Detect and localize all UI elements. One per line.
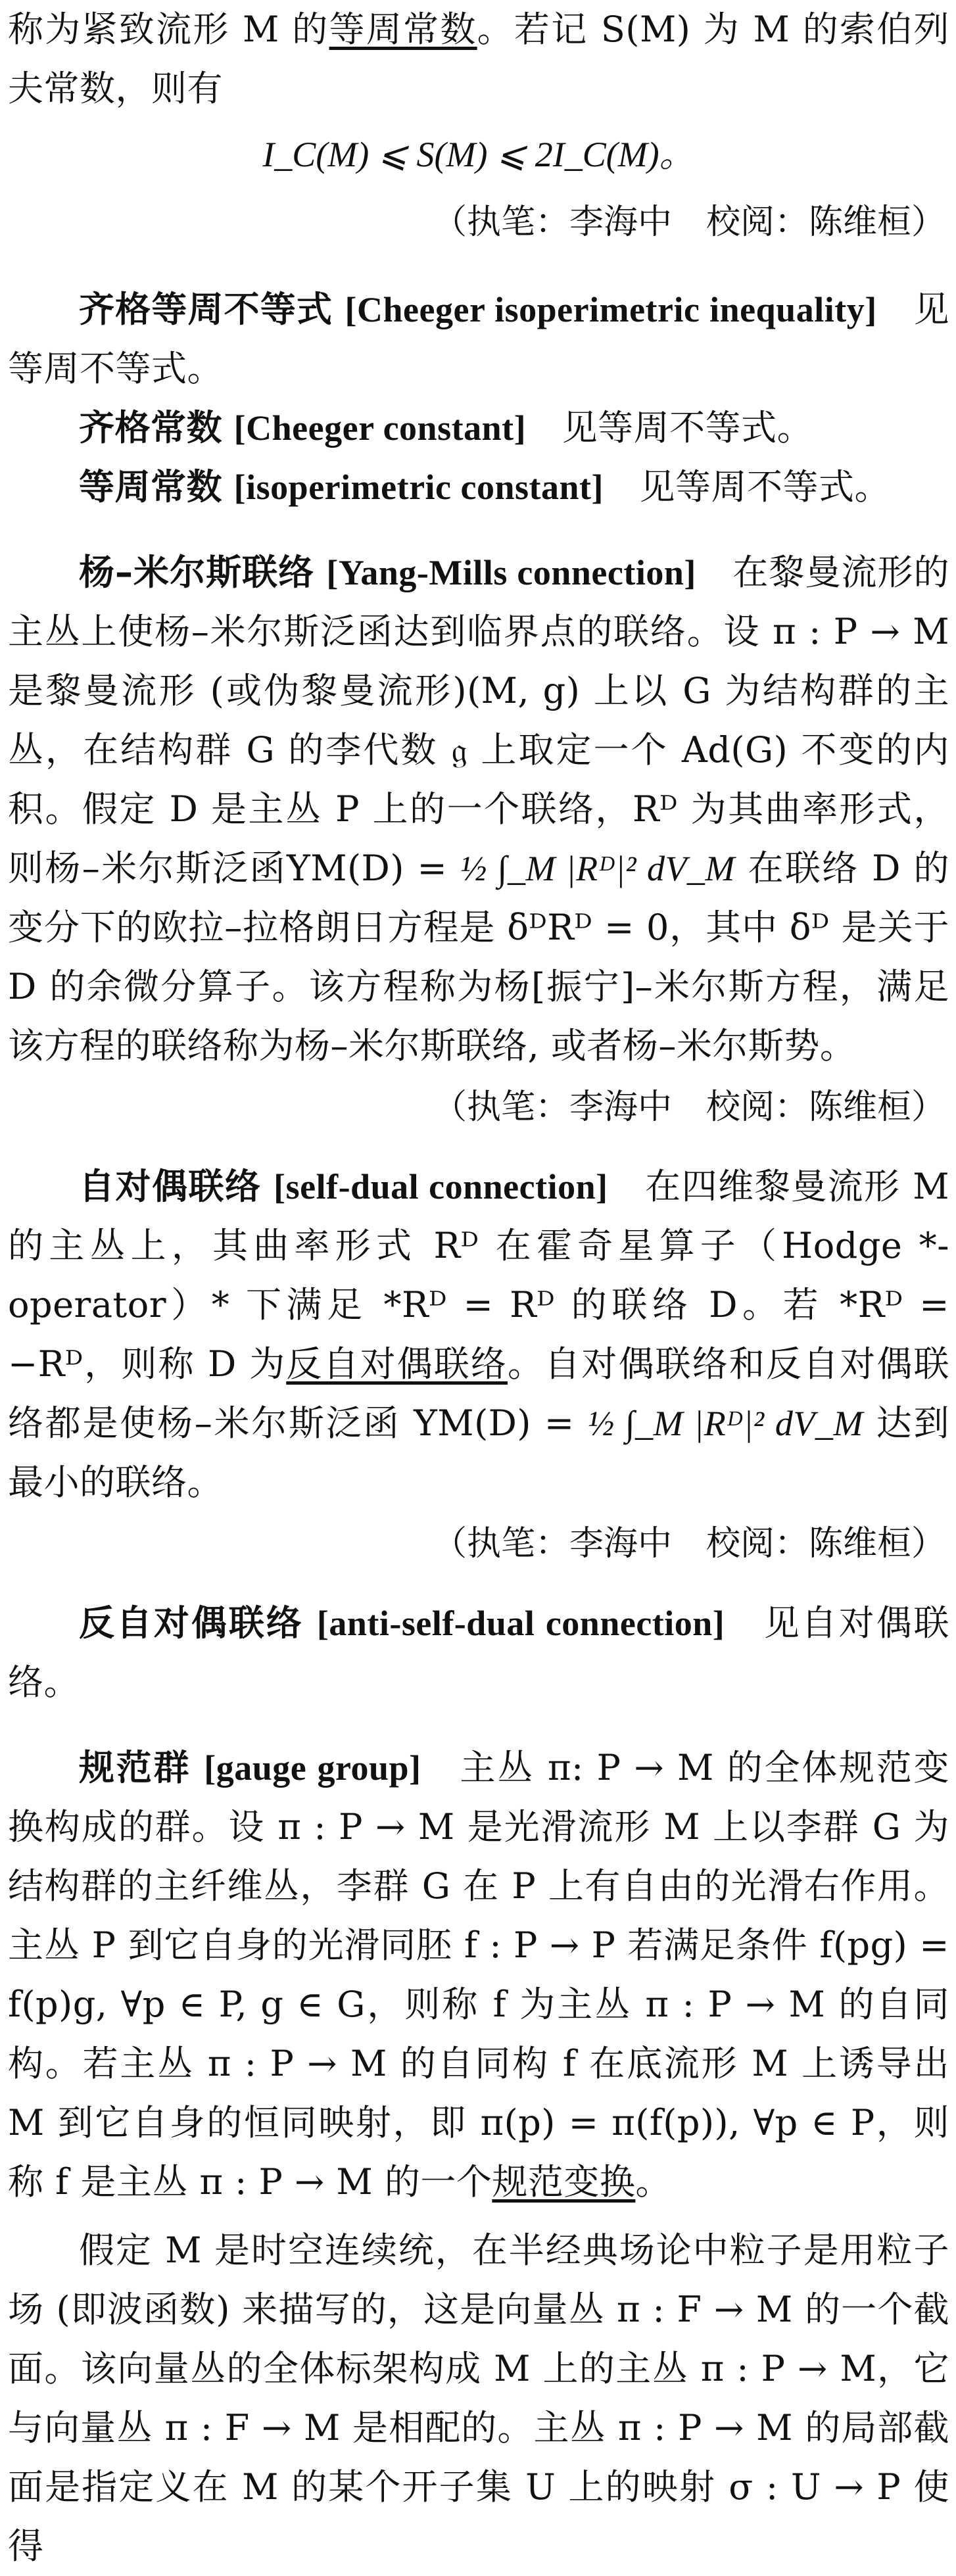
entry-body: 见等周不等式。 [604,466,891,508]
entry-title: 反自对偶联络 [79,1602,304,1644]
entry-isoperimetric-constant [8,458,949,517]
entry-title: 自对偶联络 [79,1166,262,1207]
entry-body: 见自对偶联络。 [8,1602,950,1703]
entry-title: 规范群 [79,1747,191,1788]
entry-english: [Cheeger constant] [233,408,527,448]
entry-body: 。自对偶联络和反自对偶联络都是使杨–米尔斯泛函 YM(D) = [8,1343,950,1444]
text: 。若记 S(M) 为 M 的索伯列夫常数，则有 [8,9,950,109]
credit-line: （执笔：李海中 校阅：陈维桓） [432,203,945,242]
entry-body: 主丛 π: P → M 的全体规范变换构成的群。设 π : P → M 是光滑流形 M 上以李群 G 为结构群的主纤维丛，李群 G 在 P 上有自由的光滑右作用。主丛 P 到它自身的光滑同胚 f : P → P 若满足条件 f(pg) = f(p)g, ∀p ∈ P, g ∈ G，则称 f 为主丛 π : P → M 的自同构。若主丛 π : P → M 的自同构 f 在底流形 M 上诱导出 M 到它自身的恒同映射，即 π(p) = π(f(p)), ∀p ∈ P，则称 f 是主丛 π : P → M 的一个 [8,1747,949,2203]
entry-anti-self-dual [8,1594,949,1712]
entry-body: 。 [635,2161,671,2203]
entry-english: [self-dual connection] [274,1167,608,1206]
term-underlined: 反自对偶联络 [286,1343,508,1385]
entry-title: 齐格等周不等式 [79,289,333,330]
entry-body: 在四维黎曼流形 M 的主丛上，其曲率形式 Rᴰ 在霍奇星算子（Hodge *-operator）* 下满足 *Rᴰ = Rᴰ 的联络 D。若 *Rᴰ = −Rᴰ，则称 D 为 [8,1166,950,1385]
entry-cheeger-inequality [8,280,949,398]
entry-body: 见等周不等式。 [526,407,813,448]
integral-expression: ½ ∫_M |Rᴰ|² dV_M [460,849,735,888]
entry-body: 在黎曼流形的主丛上使杨–米尔斯泛函达到临界点的联络。设 π : P → M 是黎曼流形 (或伪黎曼流形)(M, g) 上以 G 为结构群的主丛，在结构群 G 的李代数 𝔤 上取定一个 Ad(G) 不变的内积。假定 D 是主丛 P 上的一个联络，Rᴰ 为其曲率形式，则杨–米尔斯泛函YM(D) = [8,552,950,889]
entry-yang-mills [8,543,949,1076]
credit-line: （执笔：李海中 校阅：陈维桓） [432,1087,945,1127]
integral-expression: ½ ∫_M |Rᴰ|² dV_M [587,1404,863,1443]
entry-english: [gauge group] [204,1748,421,1788]
entry-body: 见等周不等式。 [8,289,950,389]
entry-title: 杨–米尔斯联络 [79,552,315,593]
entry-english: [isoperimetric constant] [233,467,604,507]
entry-self-dual [8,1157,949,1512]
paragraph-gauge-physics: 假定 M 是时空连续统，在半经典场论中粒子是用粒子场 (即波函数) 来描写的，这是向量丛 π : F → M 的一个截面。该向量丛的全体标架构成 M 上的主丛 π : P → M，它与向量丛 π : F → M 是相配的。主丛 π : P → M 的局部截面是指定义在 M 的某个开子集 U 上的映射 σ : U → P 使得 [8,2230,949,2567]
credit-line: （执笔：李海中 校阅：陈维桓） [432,1524,945,1563]
entry-body: 达到最小的联络。 [8,1402,949,1503]
entry-english: [Yang-Mills connection] [326,553,696,592]
entry-cheeger-constant [8,398,949,458]
entry-gauge-group [8,1738,949,2212]
term-underlined: 等周常数 [329,9,477,50]
term-underlined: 规范变换 [492,2161,636,2203]
formula-inequality: I_C(M) ⩽ S(M) ⩽ 2I_C(M)。 [262,135,695,174]
entry-english: [anti-self-dual connection] [316,1604,725,1643]
text: 称为紧致流形 M 的 [8,9,329,50]
entry-title: 齐格常数 [79,407,222,448]
entry-title: 等周常数 [79,466,222,508]
entry-body: 在联络 D 的变分下的欧拉–拉格朗日方程是 δᴰRᴰ = 0，其中 δᴰ 是关于 D 的余微分算子。该方程称为杨[振宁]–米尔斯方程，满足该方程的联络称为杨–米尔斯联络, 或者杨–米尔斯势。 [8,847,950,1066]
paragraph-isoperimetric-constant [8,0,949,118]
entry-english: [Cheeger isoperimetric inequality] [345,290,877,329]
